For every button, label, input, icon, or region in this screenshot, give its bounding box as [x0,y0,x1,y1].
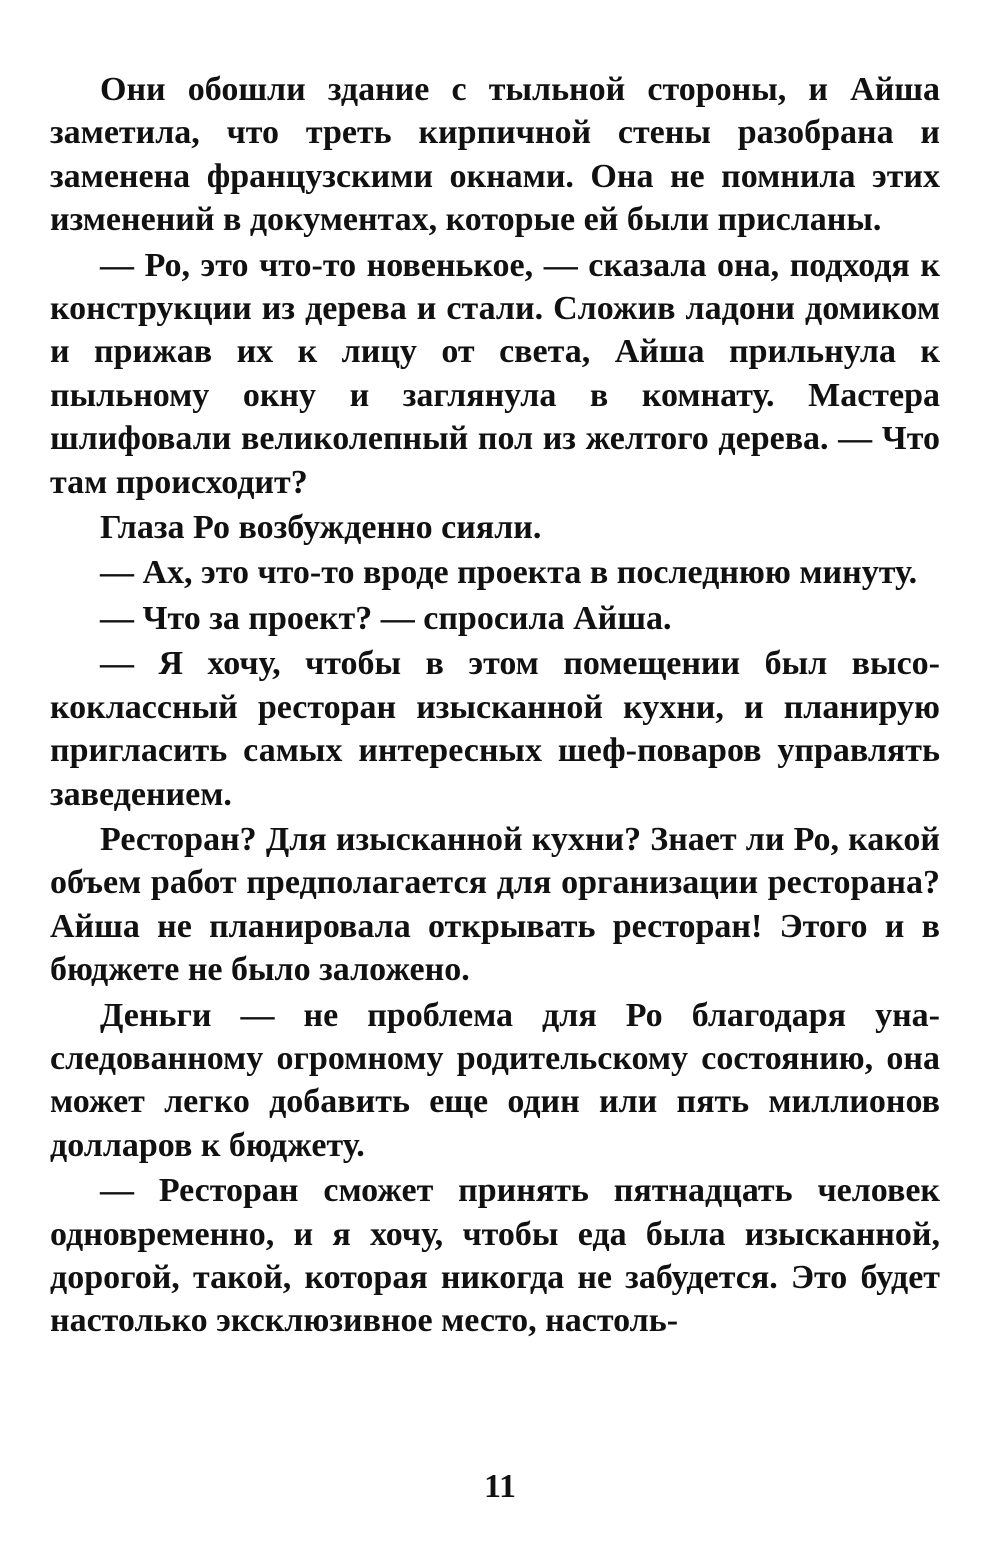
paragraph-3: Глаза Ро возбужденно сияли. [100,509,542,547]
paragraph-6: — Я хочу, чтобы в этом помещении был высококлассный ресторан изысканной кухни, и планирую пригласить самых интересных шеф-поваров управлять заведением. [50,645,940,813]
paragraph-7: Ресторан? Для изысканной кухни? Знает ли Ро, какой объем работ предполагается для организации ресторана? Айша не планировала открывать ресторан! Этого и в бюджете не было заложено. [50,820,940,989]
page-number: 11 [483,1468,517,1505]
paragraph-4: — Ах, это что-то вроде проекта в последнюю минуту. [100,554,918,592]
paragraph-2: — Ро, это что-то новенькое, — сказала она, подходя к конструкции из дерева и стали. Сложив ладони домиком и прижав их к лицу от света, Айша прильнула к пыльному окну и заглянула в комнату. Мастера шлифовали великолепный пол из желтого дерева. — Что там происходит? [50,246,940,501]
paragraph-5: — Что за проект? — спросила Айша. [100,599,672,637]
paragraph-9: — Ресторан сможет принять пятнадцать человек одновременно, и я хочу, чтобы еда была изысканной, дорогой, такой, которая никогда не забудется. Это будет настолько эксклюзивное место, настоль- [50,1172,940,1340]
paragraph-1: Они обошли здание с тыльной стороны, и Айша заметила, что треть кирпичной стены разобрана и заменена французскими окнами. Она не помнила этих изменений в документах, которые ей были присланы. [50,71,940,239]
paragraph-8: Деньги — не проблема для Ро благодаря унаследованному огромному родительскому состоянию, она может легко добавить еще один или пять миллионов долларов к бюджету. [50,996,940,1164]
body-text [50,68,940,1345]
